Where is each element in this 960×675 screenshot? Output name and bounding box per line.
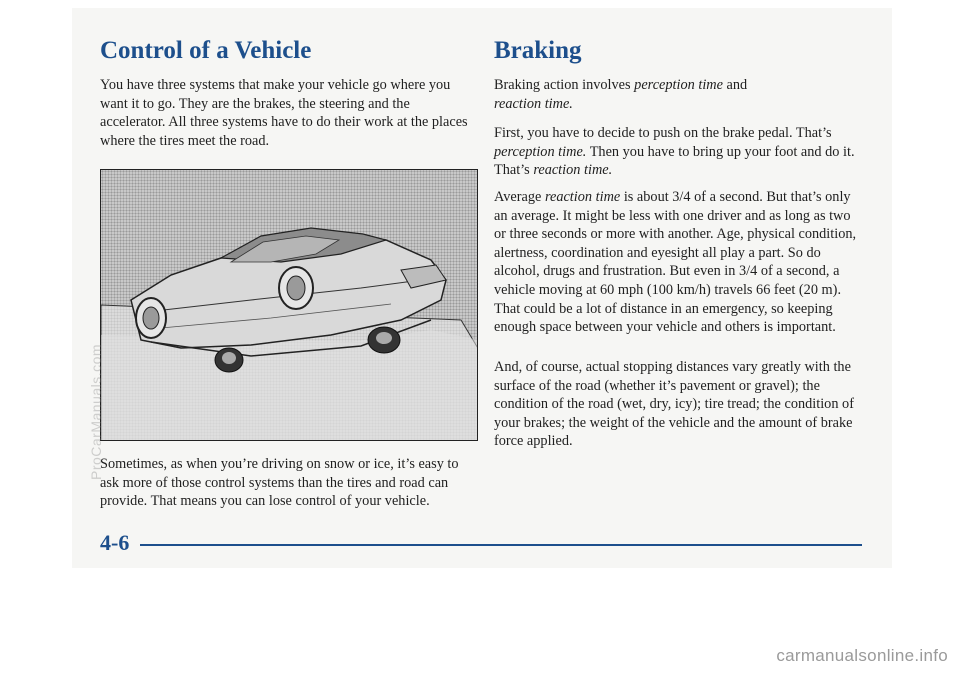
manual-page (72, 8, 892, 568)
text-run: is about 3/4 of a second. But that’s only an average. It might be less with one driver and as long as two or three seconds or more with another. Age, physical condition, alertness, coordination and eyesight all play a part. So do alcohol, drugs and frustration. But even in 3/4 of a second, a vehicle moving at 60 mph (100 km/h) travels 66 feet (20 m). That could be a lot of distance in an emergency, so keeping enough space between your vehicle and others is important. (494, 189, 857, 336)
text-run: and (722, 77, 748, 93)
car-on-road-drawing (101, 170, 478, 441)
braking-paragraph-2 (494, 124, 864, 180)
text-run: First, you have to decide to push on the brake pedal. That’s (494, 125, 832, 141)
braking-paragraph-3 (494, 188, 864, 337)
term-perception-time: perception time. (494, 143, 587, 160)
side-watermark: ProCarManuals.com (88, 343, 104, 480)
term-reaction-time: reaction time (544, 189, 621, 205)
page-number: 4-6 (100, 530, 130, 555)
footer-rule (140, 544, 862, 546)
section-heading-braking: Braking (494, 37, 582, 64)
control-intro-paragraph: You have three systems that make your vehicle go where you want it to go. They are the brakes, the steering and the accelerator. All three systems have to do their work at the places where the tires meet the road. (100, 77, 468, 149)
vehicle-illustration (100, 169, 478, 441)
term-reaction-time: reaction time. (494, 95, 573, 112)
control-closing-paragraph: Sometimes, as when you’re driving on snow or ice, it’s easy to ask more of those control systems than the tires and road can provide. That means you can lose control of your vehicle. (100, 456, 459, 510)
braking-paragraph-1 (494, 76, 864, 113)
text-run: Average (494, 189, 545, 205)
text-run: Braking action involves (494, 77, 635, 93)
section-heading-control: Control of a Vehicle (100, 37, 312, 64)
term-reaction-time: reaction time. (533, 162, 613, 179)
bottom-watermark: carmanualsonline.info (776, 646, 948, 665)
term-perception-time: perception time (634, 77, 723, 93)
braking-paragraph-4: And, of course, actual stopping distances vary greatly with the surface of the road (whether it’s pavement or gravel); the condition of the road (wet, dry, icy); tire tread; the condition of your brakes; the weight of the vehicle and the amount of brake force applied. (494, 359, 854, 450)
text-run: Then you have to bring up your foot and do it. That’s (494, 143, 855, 179)
